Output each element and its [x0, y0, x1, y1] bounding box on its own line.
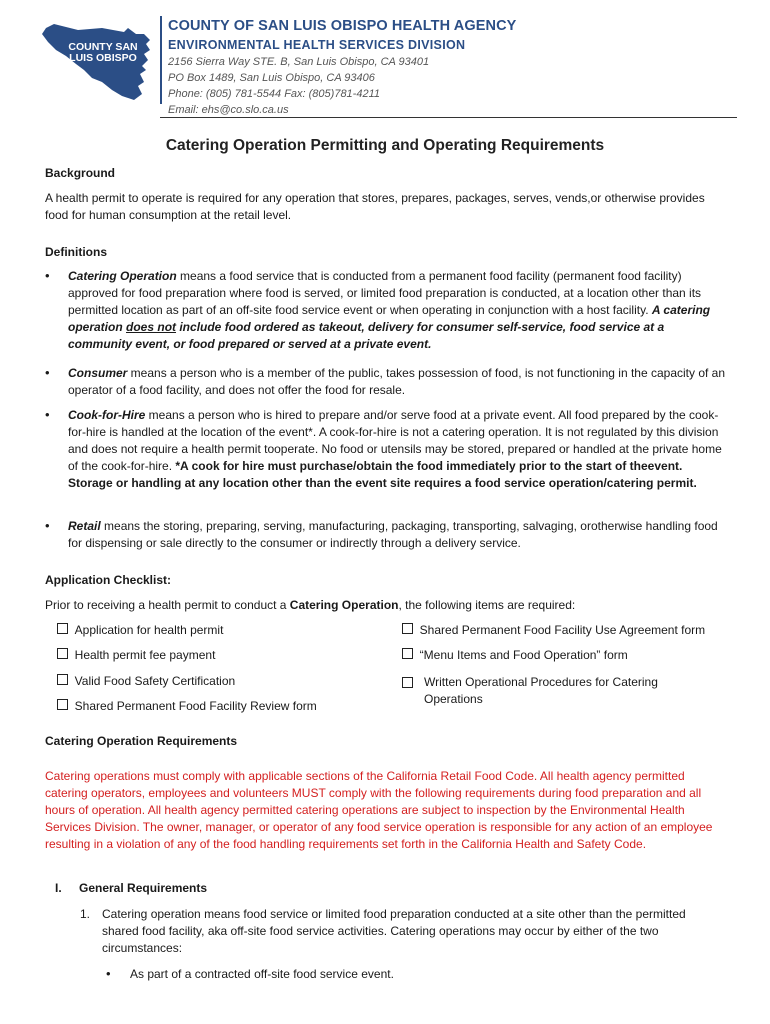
term-retail: Retail: [68, 519, 101, 533]
definition-text: means a person who is a member of the public, takes possession of food, is not functioning in the capacity of an operator of a food facility, and does not offer the food for resale.: [68, 366, 726, 397]
intro-text: Prior to receiving a health permit to conduct a: [45, 598, 290, 612]
checkbox[interactable]: [57, 623, 68, 634]
checkbox[interactable]: [57, 674, 68, 685]
checklist-item-left-2[interactable]: [57, 674, 235, 688]
definition-bold: A catering operation: [68, 303, 711, 334]
checklist-intro: [45, 597, 725, 614]
checklist-label: Application for health permit: [74, 623, 224, 637]
checklist-item-left-1[interactable]: [57, 648, 215, 662]
header-divider-vertical: [160, 16, 162, 104]
checklist-item-right-1[interactable]: [402, 648, 628, 662]
logo-text: COUNTY SAN LUIS OBISPO: [68, 41, 138, 64]
background-heading: Background: [45, 166, 116, 180]
checkbox[interactable]: [402, 677, 413, 688]
checklist-item-right-0[interactable]: [402, 623, 705, 637]
po-box-line: PO Box 1489, San Luis Obispo, CA 93406: [168, 72, 375, 84]
definition-text: means a food service that is conducted from a permanent food facility (permanent food facility) approved for food preparation where food is served, or limited food preparation is conducted, at a location other than its permitted location as part of an off-site food service event or when operating in conjunction with a host facility.: [68, 269, 702, 317]
checklist-item-right-2[interactable]: [402, 674, 702, 708]
item-number: 1.: [80, 907, 91, 921]
checklist-label: Written Operational Procedures for Catering Operations: [424, 675, 658, 706]
definition-text: means a person who is hired to prepare and/or serve food at a private event. All food prepared by the cook-for-hire is handled at the location of the event*. A cook-for-hire is not a catering operation. It is not regulated by this division and does not require a health permit tooperate. No food or utensils may be stored, prepared or handled at the private home of the cook-for-hire.: [68, 408, 722, 473]
county-logo: [40, 20, 155, 102]
requirements-heading: Catering Operation Requirements: [45, 734, 238, 748]
bullet: •: [106, 966, 111, 981]
intro-text: , the following items are required:: [398, 598, 576, 612]
checklist-label: Shared Permanent Food Facility Use Agreement form: [419, 623, 706, 637]
checklist-label: “Menu Items and Food Operation” form: [419, 648, 628, 662]
sub-bullet-text: As part of a contracted off-site food service event.: [130, 967, 394, 981]
checkbox[interactable]: [57, 699, 68, 710]
definition-text: means the storing, preparing, serving, manufacturing, packaging, transporting, salvaging, orotherwise handling food for dispensing or sale directly to the consumer or indirectly through a delivery service.: [68, 519, 718, 550]
definition-bold: *A cook for hire must purchase/obtain the food immediately prior to the start of theevent. Storage or handling at any location other than the event site requires a food service operation/catering permit.: [68, 459, 697, 490]
requirements-warning: Catering operations must comply with applicable sections of the California Retail Food Code. All health agency permitted catering operators, employees and volunteers MUST comply with the following requirements during food preparation and all hours of operation. All health agency permitted catering operations are subject to inspection by the Environmental Health Services Division. The owner, manager, or operator of any food service operation is responsible for any action of an employee resulting in a violation of any of the food handling requirements set forth in the California Health and Safety Code.: [45, 769, 713, 851]
checkbox[interactable]: [402, 648, 413, 659]
bullet: •: [45, 268, 50, 283]
checklist-label: Health permit fee payment: [74, 648, 216, 662]
division-name: ENVIRONMENTAL HEALTH SERVICES DIVISION: [168, 38, 466, 52]
bullet: •: [45, 407, 50, 422]
section-number: I.: [55, 881, 62, 895]
item-text: Catering operation means food service or limited food preparation conducted at a site other than the permitted shared food facility, aka off-site food service activities. Catering operations may occur by either of the two circumstances:: [102, 907, 686, 955]
definition-retail: [68, 518, 728, 552]
checklist-label: Shared Permanent Food Facility Review form: [74, 699, 317, 713]
bullet: •: [45, 365, 50, 380]
definition-consumer: [68, 365, 728, 399]
agency-name: COUNTY OF SAN LUIS OBISPO HEALTH AGENCY: [168, 18, 517, 34]
term-catering: Catering Operation: [68, 269, 177, 283]
definition-catering: [68, 268, 728, 353]
definitions-heading: Definitions: [45, 245, 107, 259]
page-title: Catering Operation Permitting and Operating Requirements: [165, 137, 605, 154]
email-line: Email: ehs@co.slo.ca.us: [168, 104, 289, 116]
address-line: 2156 Sierra Way STE. B, San Luis Obispo, CA 93401: [168, 56, 430, 68]
term-consumer: Consumer: [68, 366, 128, 380]
definition-bold: include food ordered as takeout, delivery for consumer self-service, food service at a community event, or food prepared or served at a private event.: [68, 320, 665, 351]
section-title: General Requirements: [79, 881, 208, 895]
checkbox[interactable]: [402, 623, 413, 634]
checkbox[interactable]: [57, 648, 68, 659]
intro-bold: Catering Operation: [289, 598, 399, 612]
term-cook-for-hire: Cook-for-Hire: [68, 408, 146, 422]
bullet: •: [45, 518, 50, 533]
checklist-heading: Application Checklist:: [45, 573, 172, 587]
checklist-label: Valid Food Safety Certification: [74, 674, 236, 688]
checklist-item-left-0[interactable]: [57, 623, 223, 637]
background-text: A health permit to operate is required for any operation that stores, prepares, packages, serves, vends,or otherwise provides food for human consumption at the retail level.: [45, 191, 705, 222]
header-divider-horizontal: [160, 117, 737, 118]
definition-cook-for-hire: [68, 407, 728, 492]
definition-underline: does not: [126, 320, 177, 334]
phone-line: Phone: (805) 781-5544 Fax: (805)781-4211: [168, 88, 380, 100]
checklist-item-left-3[interactable]: [57, 699, 317, 713]
